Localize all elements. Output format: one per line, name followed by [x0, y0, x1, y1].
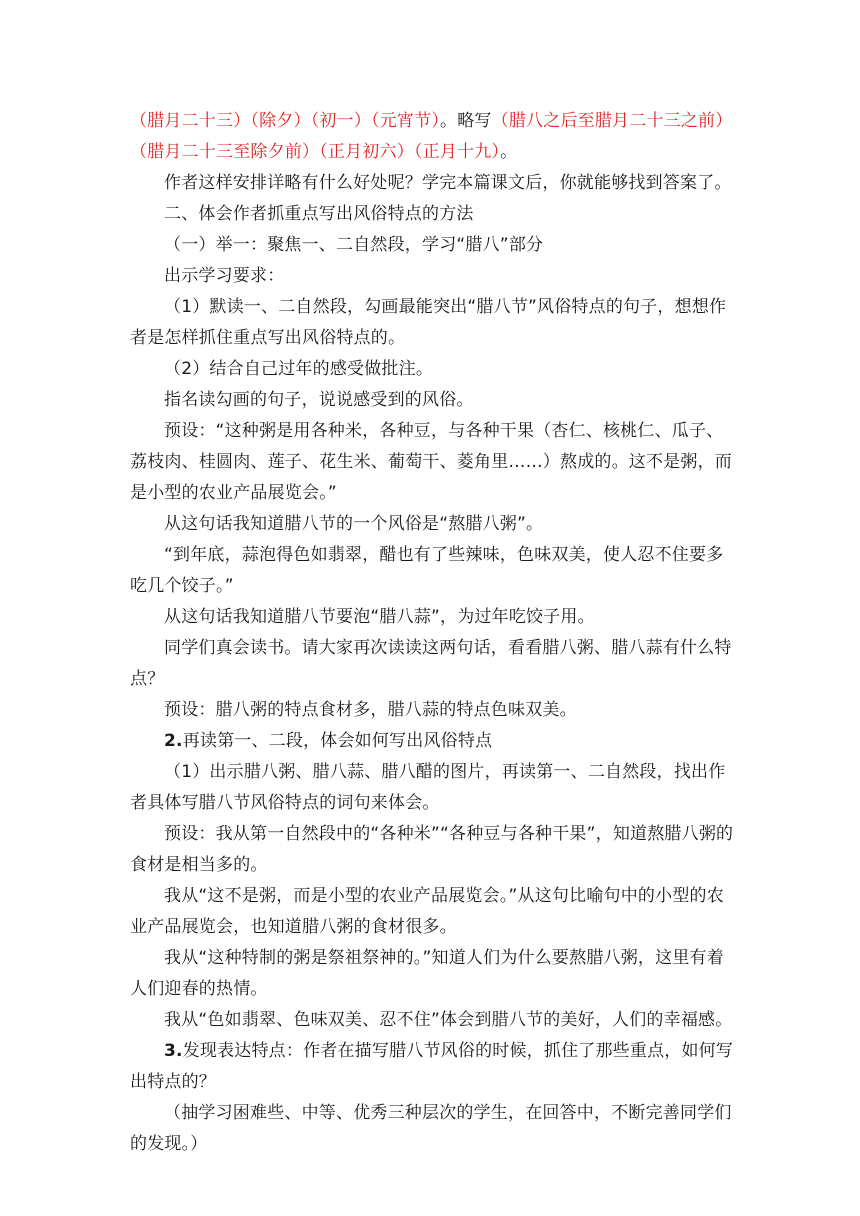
body-text: 再读第一、二段，体会如何写出风俗特点 [182, 731, 493, 751]
subsection-heading: （一）举一：聚焦一、二自然段，学习“腊八”部分 [164, 235, 544, 255]
paragraph: （2）结合自己过年的感受做批注。 [164, 359, 434, 379]
highlight-text: （正月十九） [413, 142, 501, 162]
document-body [130, 106, 740, 1160]
paragraph: “到年底，蒜泡得色如翡翠，醋也有了些辣味，色味双美，使人忍不住要多吃几个饺子。” [130, 545, 724, 596]
body-text: 。 [500, 142, 518, 162]
highlight-text: （腊八之后至腊月二十三之前） [491, 111, 733, 131]
highlight-text: （除夕） [250, 111, 311, 131]
highlight-text: （初一） [310, 111, 372, 131]
paragraph: 预设：我从第一自然段中的“各种米”“各种豆与各种干果”，知道熬腊八粥的食材是相当多的。 [130, 824, 734, 875]
highlight-text: （腊月二十三至除夕前） [130, 142, 320, 162]
section-heading: 二、体会作者抓重点写出风俗特点的方法 [164, 204, 474, 224]
list-number: 2. [164, 731, 183, 751]
paragraph: 作者这样安排详略有什么好处呢？学完本篇课文后，你就能够找到答案了。 [164, 173, 732, 193]
paragraph: 我从“这不是粥，而是小型的农业产品展览会。”从这句比喻句中的小型的农业产品展览会，也知道腊八粥的食材很多。 [130, 886, 724, 937]
paragraph: 预设：“这种粥是用各种米，各种豆，与各种干果（杏仁、核桃仁、瓜子、荔枝肉、桂圆肉、莲子、花生米、葡萄干、菱角里……）熬成的。这不是粥，而是小型的农业产品展览会。” [130, 421, 732, 503]
body-text: 。略写 [440, 111, 492, 131]
paragraph: 从这句话我知道腊八节要泡“腊八蒜”，为过年吃饺子用。 [164, 607, 595, 627]
highlight-text: （正月初六） [319, 142, 414, 162]
highlight-text: （腊月二十三） [130, 111, 251, 131]
paragraph: 我从“色如翡翠、色味双美、忍不住”体会到腊八节的美好，人们的幸福感。 [164, 1010, 733, 1030]
paragraph: 指名读勾画的句子，说说感受到的风俗。 [164, 390, 474, 410]
body-text: 发现表达特点：作者在描写腊八节风俗的时候，抓住了那些重点，如何写出特点的？ [130, 1041, 734, 1092]
paragraph: （1）出示腊八粥、腊八蒜、腊八醋的图片，再读第一、二自然段，找出作者具体写腊八节风俗特点的词句来体会。 [130, 762, 726, 813]
numbered-heading [130, 726, 740, 757]
paragraph: 我从“这种特制的粥是祭祖祭神的。”知道人们为什么要熬腊八粥，这里有着人们迎春的热情。 [130, 948, 724, 999]
paragraph: （抽学习困难些、中等、优秀三种层次的学生，在回答中，不断完善同学们的发现。） [130, 1103, 732, 1154]
numbered-heading [130, 1036, 740, 1098]
paragraph: 出示学习要求： [164, 266, 285, 286]
list-number: 3. [164, 1041, 183, 1061]
paragraph-detail-summary [130, 106, 740, 168]
paragraph: 同学们真会读书。请大家再次读读这两句话，看看腊八粥、腊八蒜有什么特点？ [130, 638, 732, 689]
paragraph: 从这句话我知道腊八节的一个风俗是“熬腊八粥”。 [164, 514, 544, 534]
highlight-text: （元宵节） [371, 111, 441, 131]
paragraph: （1）默读一、二自然段，勾画最能突出“腊八节”风俗特点的句子，想想作者是怎样抓住重点写出风俗特点的。 [130, 297, 727, 348]
paragraph: 预设：腊八粥的特点食材多，腊八蒜的特点色味双美。 [164, 700, 577, 720]
